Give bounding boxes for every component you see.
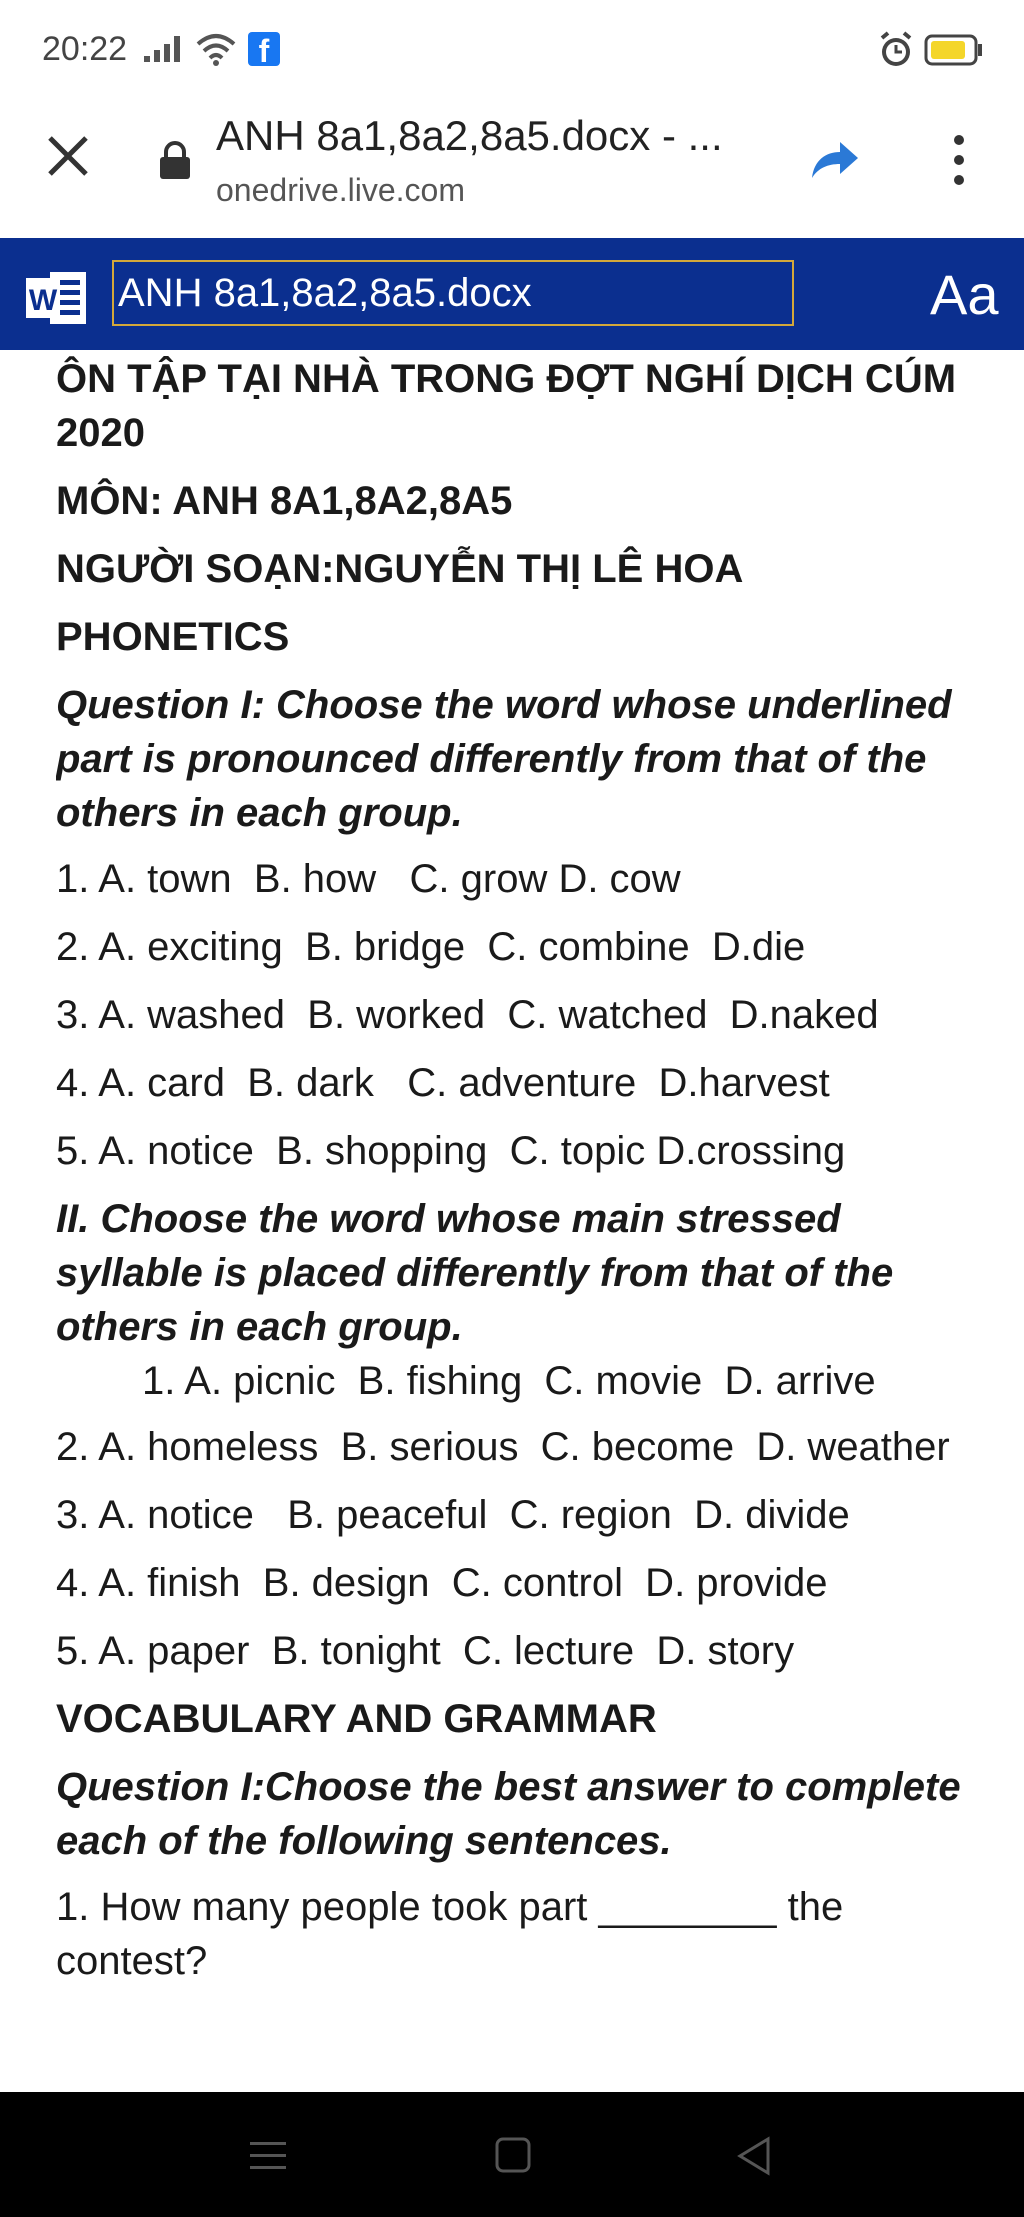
list-item: 1. A. picnic B. fishing C. movie D. arrive: [142, 1359, 876, 1403]
doc-heading-vocab: VOCABULARY AND GRAMMAR: [56, 1697, 657, 1741]
list-item: 5. A. paper B. tonight C. lecture D. story: [56, 1629, 795, 1673]
battery-icon: [924, 34, 984, 66]
alarm-icon: [876, 30, 916, 70]
list-item: 4. A. card B. dark C. adventure D.harvest: [56, 1061, 830, 1105]
svg-text:W: W: [28, 284, 58, 317]
facebook-icon: f: [248, 32, 280, 66]
status-bar: [0, 0, 1024, 100]
recent-apps-icon[interactable]: [248, 2138, 288, 2174]
close-icon[interactable]: [40, 128, 96, 184]
doc-heading-title: ÔN TẬP TẠI NHÀ TRONG ĐỢT NGHÍ DỊCH CÚM 2020: [56, 357, 957, 455]
status-time: 20:22: [42, 30, 128, 68]
share-icon[interactable]: [808, 134, 860, 182]
wifi-icon: [196, 32, 236, 66]
home-icon[interactable]: [494, 2136, 532, 2174]
page-title[interactable]: ANH 8a1,8a2,8a5.docx - ...: [216, 112, 723, 159]
doc-heading-phonetics: PHONETICS: [56, 615, 290, 659]
document-name-field[interactable]: ANH 8a1,8a2,8a5.docx: [112, 260, 794, 326]
signal-icon: [142, 34, 188, 64]
page-domain[interactable]: onedrive.live.com: [216, 172, 465, 208]
doc-heading-author: NGƯỜI SOẠN:NGUYỄN THỊ LÊ HOA: [56, 547, 744, 591]
back-icon[interactable]: [736, 2136, 772, 2176]
list-item: 3. A. notice B. peaceful C. region D. divide: [56, 1493, 850, 1537]
doc-heading-subject: MÔN: ANH 8A1,8A2,8A5: [56, 479, 513, 523]
word-logo-icon: [24, 270, 90, 326]
list-item: 5. A. notice B. shopping C. topic D.crossing: [56, 1129, 846, 1173]
list-item: 3. A. washed B. worked C. watched D.naked: [56, 993, 879, 1037]
section2-intro: II. Choose the word whose main stressed syllable is placed differently from that of the others in each group.: [56, 1197, 894, 1349]
section1-intro: Question I: Choose the word whose underlined part is pronounced differently from that of the others in each group.: [56, 683, 952, 835]
list-item: 1. How many people took part ________ the contest?: [56, 1885, 855, 1983]
list-item: 2. A. homeless B. serious C. become D. weather: [56, 1425, 950, 1469]
section3-intro: Question I:Choose the best answer to complete each of the following sentences.: [56, 1765, 961, 1863]
font-size-button[interactable]: Aa: [930, 263, 999, 326]
more-menu-icon[interactable]: [944, 132, 974, 188]
list-item: 2. A. exciting B. bridge C. combine D.die: [56, 925, 806, 969]
list-item: 4. A. finish B. design C. control D. provide: [56, 1561, 828, 1605]
lock-icon: [158, 140, 192, 180]
document-body: [56, 352, 996, 2092]
list-item: 1. A. town B. how C. grow D. cow: [56, 857, 681, 901]
